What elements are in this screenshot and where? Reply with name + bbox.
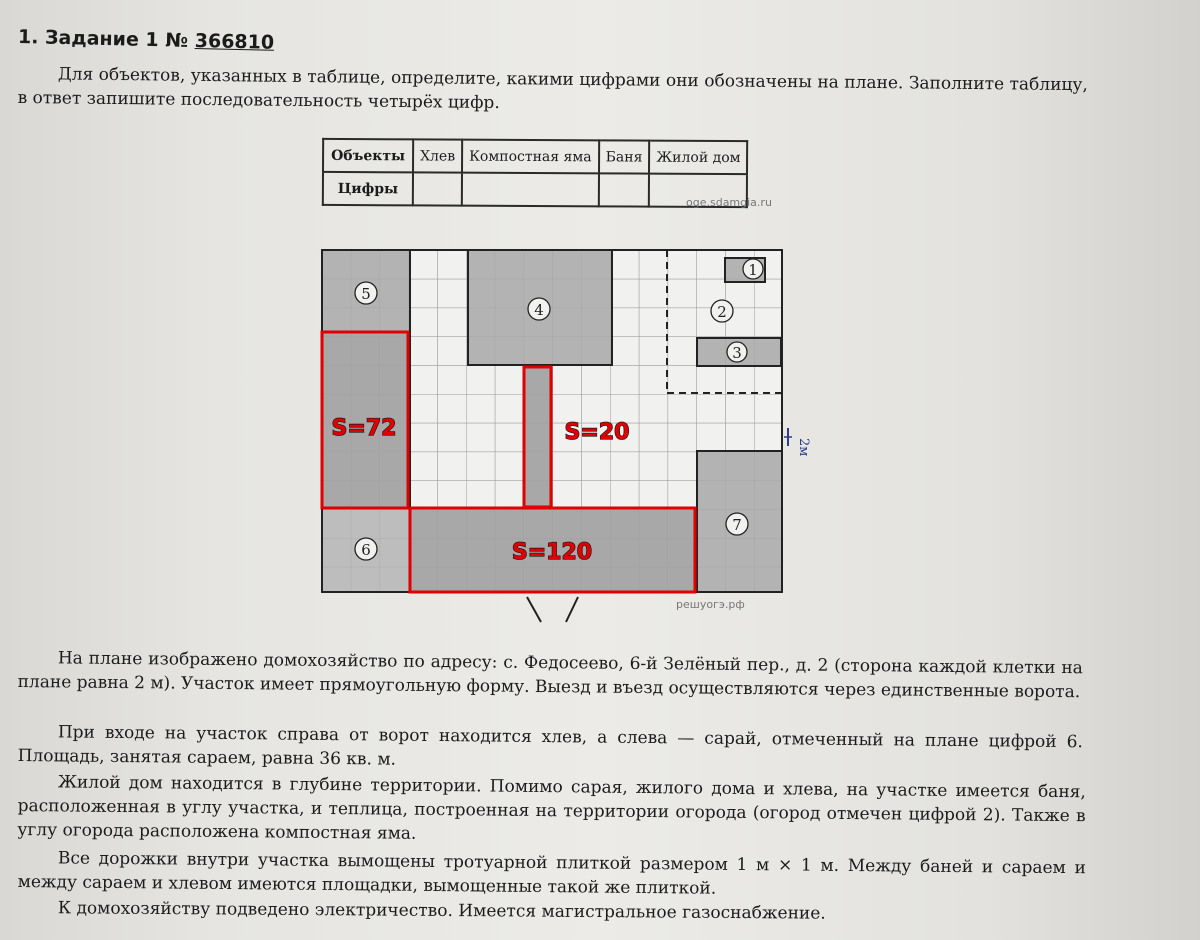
area-label-72: S=72 xyxy=(331,416,397,441)
marker-3 xyxy=(727,342,747,362)
svg-text:7: 7 xyxy=(732,516,742,534)
task-prefix: 1. Задание 1 № xyxy=(17,26,189,52)
table-watermark: oge.sdamgia.ru xyxy=(686,196,772,209)
marker-5 xyxy=(355,282,377,304)
marker-6 xyxy=(355,538,377,560)
task-number-link[interactable]: 366810 xyxy=(194,30,275,54)
gate-right xyxy=(566,597,578,622)
gate-left xyxy=(527,597,541,622)
svg-text:2: 2 xyxy=(717,303,727,321)
body-paragraph-3: Жилой дом находится в глубине территории. Помимо сарая, жилого дома и хлева, на участке имеется баня, расположенная в углу участка, и теплица, построенная на территории огорода (огород отмечен цифрой 2). Также в углу огорода расположена компостная яма. xyxy=(17,772,1086,844)
marker-2 xyxy=(711,300,733,322)
marker-7 xyxy=(726,513,748,535)
object-cell: Жилой дом xyxy=(649,141,747,175)
body-paragraph-4: Все дорожки внутри участка вымощены тротуарной плиткой размером 1 м × 1 м. Между баней и сараем и между сараем и хлевом имеются площадки, вымощенные такой же плиткой. xyxy=(17,848,1086,899)
row-label-digits: Цифры xyxy=(323,172,413,205)
svg-text:6: 6 xyxy=(361,541,371,559)
body-paragraph-2: При входе на участок справа от ворот находится хлев, а слева — сарай, отмеченный на плане цифрой 6. Площадь, занятая сараем, равна 36 кв. м. xyxy=(17,722,1083,770)
row-label-objects: Объекты xyxy=(323,139,413,172)
svg-text:5: 5 xyxy=(361,285,371,303)
marker-4 xyxy=(528,298,550,320)
svg-text:1: 1 xyxy=(748,261,758,279)
area-label-120: S=120 xyxy=(511,540,593,565)
svg-text:3: 3 xyxy=(732,344,742,362)
object-cell: Хлев xyxy=(413,139,462,172)
marker-1 xyxy=(743,259,763,279)
svg-text:4: 4 xyxy=(534,301,544,319)
pen-note: 2м xyxy=(796,438,811,457)
task-intro: Для объектов, указанных в таблице, определите, какими цифрами они обозначены на плане. Заполните таблицу, в ответ запишите последовательность четырёх цифр. xyxy=(17,64,1088,114)
body-paragraph-5: К домохозяйству подведено электричество. Имеется магистральное газоснабжение. xyxy=(57,898,826,924)
body-paragraph-1: На плане изображено домохозяйство по адресу: с. Федосеево, 6-й Зелёный пер., д. 2 (сторона каждой клетки на плане равна 2 м). Участок имеет прямоугольную форму. Выезд и въезд осуществляются через единственные ворота. xyxy=(17,648,1083,703)
object-cell: Компостная яма xyxy=(462,140,599,174)
plan-watermark: решуогэ.рф xyxy=(676,598,745,611)
object-cell: Баня xyxy=(599,140,650,173)
area-label-20: S=20 xyxy=(564,420,630,445)
